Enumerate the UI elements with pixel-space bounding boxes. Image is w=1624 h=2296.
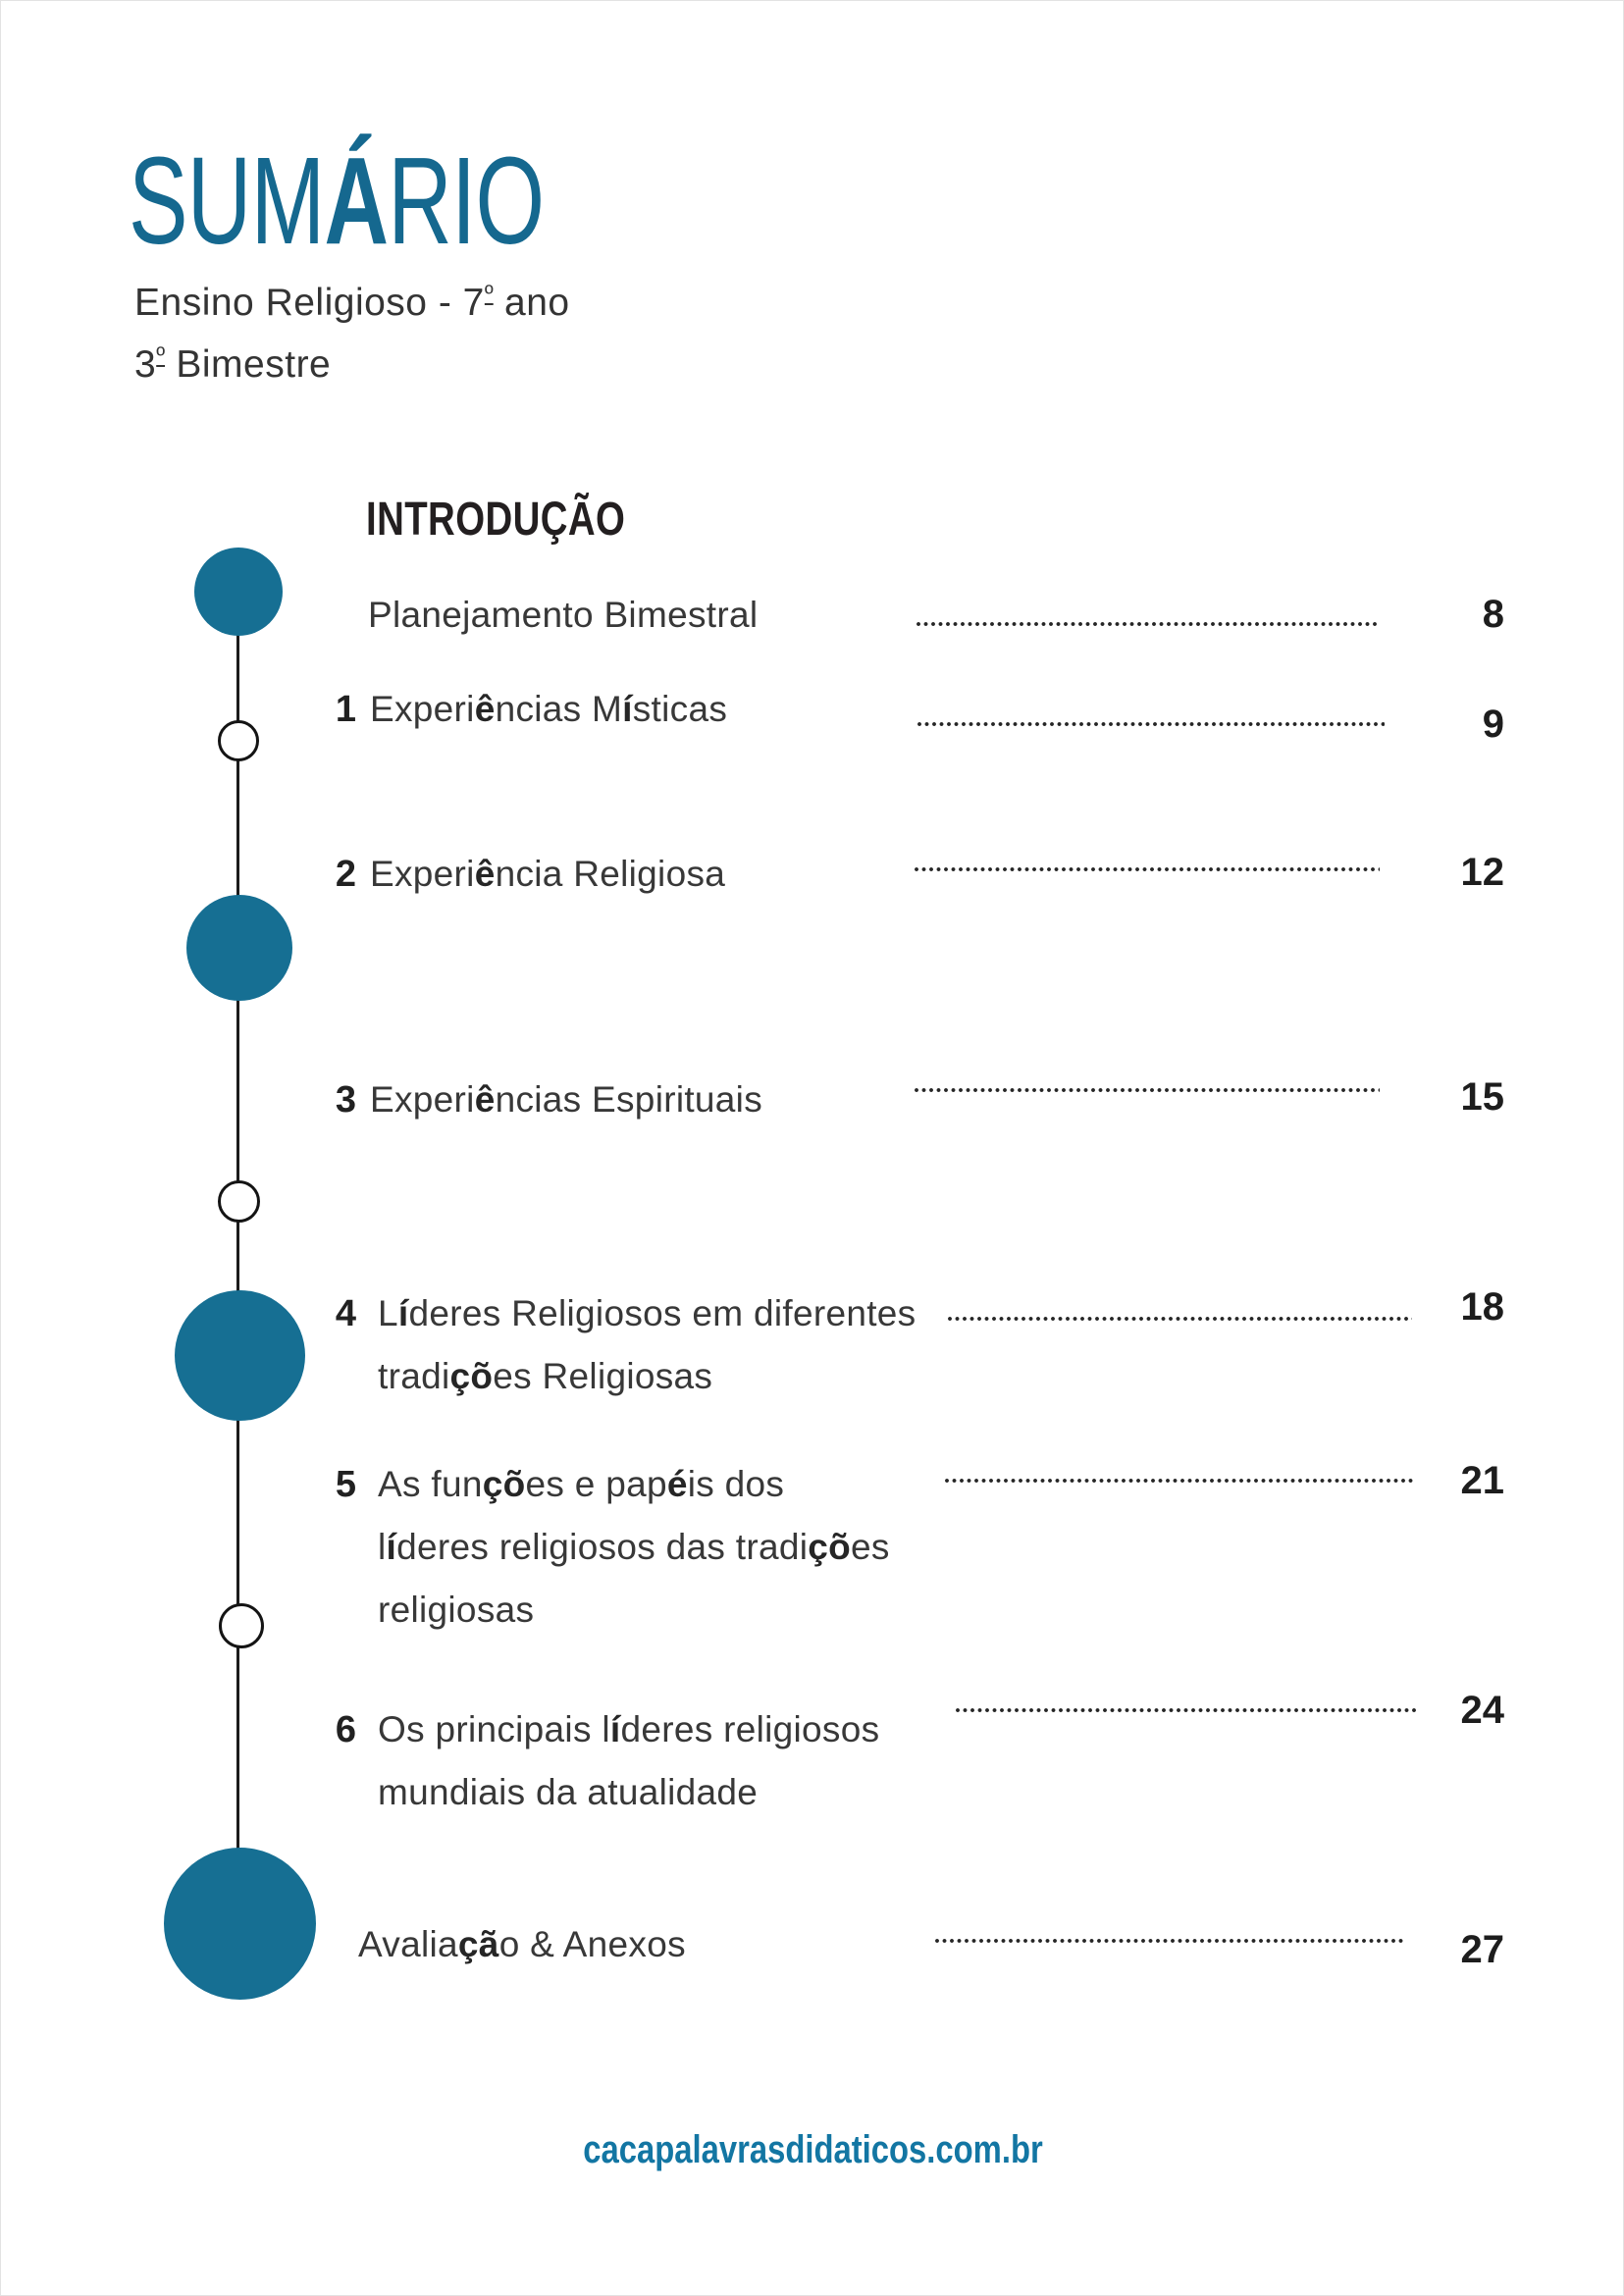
dot-leader (956, 1708, 1419, 1712)
page-number: 9 (1482, 703, 1504, 746)
page-number: 27 (1460, 1928, 1504, 1971)
toc-entry-title: Experiências Espirituais (370, 1079, 763, 1120)
toc-entry-title: Planejamento Bimestral (368, 595, 759, 635)
page-title: SUMÁRIO (129, 131, 545, 270)
subtitle-term: $3^º$ Bimestre (134, 342, 332, 386)
chapter-number: 2 (335, 854, 356, 895)
footer-url[interactable]: cacapalavrasdidaticos.com.br (583, 2128, 1043, 2171)
timeline-node-filled-4 (164, 1848, 316, 2000)
dot-leader (915, 867, 1380, 871)
timeline-node-open-2 (218, 1180, 260, 1223)
subtitle-course: Ensino Religioso - $7^º$ ano (134, 281, 570, 324)
toc-entry-title: Líderes Religiosos em diferentes tradições Religiosas (378, 1293, 917, 1396)
dot-leader (915, 1088, 1380, 1092)
dot-leader (917, 722, 1385, 726)
toc-entry-title: Os principais líderes religiosos mundiais da atualidade (378, 1709, 880, 1812)
page-number: 21 (1460, 1459, 1504, 1502)
timeline-node-open-1 (218, 720, 259, 761)
chapter-number: 1 (335, 689, 356, 730)
chapter-number: 6 (335, 1709, 356, 1750)
toc-entry-title: As funções e papéis dos líderes religiosos das tradições religiosas (378, 1464, 890, 1630)
dot-leader (948, 1317, 1412, 1321)
timeline-node-filled-3 (175, 1290, 305, 1421)
dot-leader (945, 1479, 1414, 1483)
chapter-number: 5 (335, 1464, 356, 1505)
toc-entry-title: Experiência Religiosa (370, 854, 726, 894)
timeline-line (236, 590, 239, 1922)
toc-entry-title: Experiências Místicas (370, 689, 728, 729)
page-number: 24 (1460, 1689, 1504, 1732)
timeline-node-filled-1 (194, 548, 283, 636)
page-number: 15 (1460, 1075, 1504, 1119)
timeline-node-filled-2 (186, 895, 292, 1001)
toc-entry-title: Avaliação & Anexos (358, 1924, 686, 1964)
dot-leader (917, 622, 1378, 626)
dot-leader (935, 1939, 1404, 1943)
section-heading-introducao: INTRODUÇÃO (366, 494, 626, 546)
chapter-number: 4 (335, 1293, 356, 1334)
page-number: 18 (1460, 1285, 1504, 1329)
page-number: 8 (1482, 593, 1504, 636)
chapter-number: 3 (335, 1079, 356, 1121)
page-number: 12 (1460, 851, 1504, 894)
timeline-node-open-3 (219, 1603, 264, 1648)
